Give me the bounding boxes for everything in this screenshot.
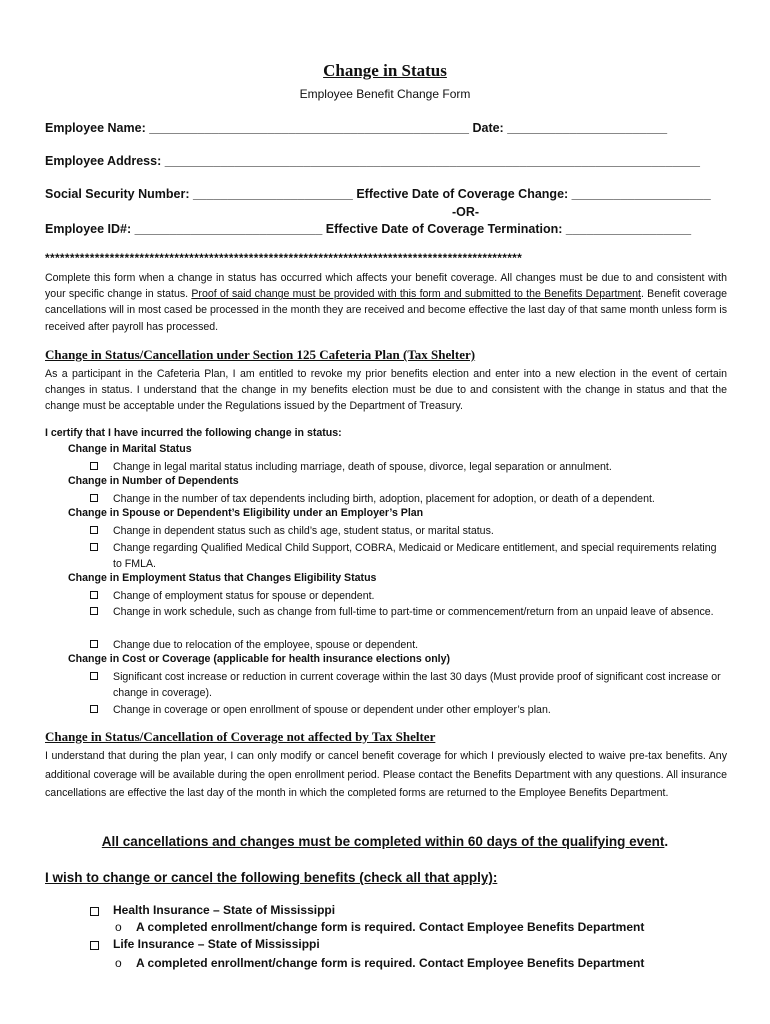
group-number-dependents: Change in Number of Dependents	[68, 475, 239, 487]
health-insurance-checkbox[interactable]	[90, 907, 99, 916]
separator-line: ************************************************************************************************	[45, 251, 523, 265]
employee-name-field[interactable]: Employee Name: ______________________________________________ Date: _______________________	[45, 121, 668, 135]
group-dependent-eligibility: Change in Spouse or Dependent’s Eligibility under an Employer’s Plan	[68, 507, 424, 519]
bullet-icon: o	[115, 920, 122, 934]
form-page: Change in Status Employee Benefit Change Form Employee Name: ______________________________________________ Date: _______________________ Employee Address: _____________________________________________________________________________ Social Security Number: _______________________ Effective Date of Coverage Change: ____________________ -OR- Employee ID#: ___________________________ Effective Date of Coverage Termination: __________________ ************************************************************************************************ Complete this form when a change in status has occurred which affects your benefit coverage. All changes must be due to and consistent with your specific change in status. Proof of said change must be provided with this form and submitted to the Benefits Department. Benefit coverage cancellations will in most cased be processed in the month they are received and become effective the last day of that same month unless form is received after payroll has processed. Change in Status/Cancellation under Section 125 Cafeteria Plan (Tax Shelter) As a participant in the Cafeteria Plan, I am entitled to revoke my prior benefits election and enter into a new election in the event of certain changes in status. I understand that the change in my benefits election must be due to and consistent with the change in status and that the change must be acceptable under the Regulations issued by the Department of Treasury. I certify that I have incurred the following change in status: Change in Marital Status Change in legal marital status including marriage, death of spouse, divorce, legal separation or annulment. Change in Number of Dependents Change in the number of tax dependents including birth, adoption, placement for adoption, or death of a dependent. Change in Spouse or Dependent’s Eligibility under an Employer’s Plan Change in dependent status such as child’s age, student status, or marital status. Change regarding Qualified Medical Child Support, COBRA, Medicaid or Medicare entitlement, and special requirements relating to FMLA. Change in Employment Status that Changes Eligibility Status Change of employment status for spouse or dependent. Change in work schedule, such as change from full-time to part-time or commencement/return from an unpaid leave of absence. Change due to relocation of the employee, spouse or dependent. Change in Cost or Coverage (applicable for health insurance elections only) Significant cost increase or reduction in current coverage within the last 30 days (Must provide proof of significant cost increase or change in coverage). Change in coverage or open enrollment of spouse or dependent under other employer’s plan. Change in Status/Cancellation of Coverage not affected by Tax Shelter I understand that during the plan year, I can only modify or cancel benefit coverage for which I previously elected to waive pre-tax benefits. Any additional coverage will be available during the open enrollment period. Please contact the Benefits Department with any questions. All insurance cancellations are effective the last day of the month in which the completed forms are returned to the Employee Benefits Department. All cancellations and changes must be completed within 60 days of the qualifying event. I wish to change or cancel the following benefits (check all that apply): Health Insurance – State of Mississippi o A completed enrollment/change form is required. Contact Employee Benefits Department Life Insurance – State of Mississippi o A completed enrollment/change form is required. Contact Employee Benefits Department	[0, 0, 770, 1024]
life-insurance-note: A completed enrollment/change form is required. Contact Employee Benefits Department	[136, 956, 645, 970]
section125-heading: Change in Status/Cancellation under Section 125 Cafeteria Plan (Tax Shelter)	[45, 347, 476, 362]
checkbox[interactable]	[90, 705, 98, 713]
checkbox[interactable]	[90, 494, 98, 502]
checkbox[interactable]	[90, 462, 98, 470]
group-cost-coverage: Change in Cost or Coverage (applicable for health insurance elections only)	[68, 653, 451, 665]
or-label: -OR-	[452, 205, 480, 219]
group-employment-status: Change in Employment Status that Changes Eligibility Status	[68, 572, 377, 584]
health-insurance-note: A completed enrollment/change form is required. Contact Employee Benefits Department	[136, 920, 645, 934]
section125-paragraph: As a participant in the Cafeteria Plan, I am entitled to revoke my prior benefits election and enter into a new election in the event of certain changes in status. I understand that the change in my benefits election must be due to and consistent with the change in status and that the change must be acceptable under the Regulations issued by the Department of Treasury.	[45, 368, 727, 413]
intro-text: Complete this form when a change in status has occurred which affects your benefit coverage. All changes must be due to and consistent with your specific change in status.	[45, 272, 727, 301]
checkbox[interactable]	[90, 543, 98, 551]
employee-address-field[interactable]: Employee Address: _____________________________________________________________________________	[45, 154, 701, 168]
certify-label: I certify that I have incurred the following change in status:	[45, 427, 342, 439]
checkbox[interactable]	[90, 640, 98, 648]
checkbox[interactable]	[90, 672, 98, 680]
form-title: Change in Status	[323, 61, 447, 80]
deadline-notice: All cancellations and changes must be completed within 60 days of the qualifying event.	[101, 834, 669, 849]
non-shelter-paragraph: I understand that during the plan year, I can only modify or cancel benefit coverage for which I previously elected to waive pre-tax benefits. Any additional coverage will be available during the open enrollment period. Please contact the Benefits Department with any questions. All insurance cancellations are effective the last day of the month in which the completed forms are returned to the Employee Benefits Department.	[45, 750, 727, 799]
health-insurance-label: Health Insurance – State of Mississippi	[113, 903, 336, 917]
non-shelter-heading: Change in Status/Cancellation of Coverage not affected by Tax Shelter	[45, 729, 436, 744]
intro-text-cont: . Benefit coverage cancellations will in most cased be processed in the month they are received and become effective the last day of that same month unless form is received after payroll has processed.	[45, 288, 727, 333]
form-subtitle: Employee Benefit Change Form	[299, 87, 471, 101]
checkbox[interactable]	[90, 526, 98, 534]
employee-id-field[interactable]: Employee ID#: ___________________________ Effective Date of Coverage Termination: __________________	[45, 222, 692, 236]
group-marital-status: Change in Marital Status	[68, 443, 192, 455]
life-insurance-label: Life Insurance – State of Mississippi	[113, 937, 320, 951]
checkbox[interactable]	[90, 591, 98, 599]
benefits-heading: I wish to change or cancel the following benefits (check all that apply):	[45, 870, 498, 885]
intro-paragraph	[45, 270, 727, 335]
intro-proof-note: Proof of said change must be provided with this form and submitted to the Benefits Department	[191, 288, 641, 301]
ssn-field[interactable]: Social Security Number: _______________________ Effective Date of Coverage Change: ____________________	[45, 187, 711, 201]
bullet-icon: o	[115, 956, 122, 970]
life-insurance-checkbox[interactable]	[90, 941, 99, 950]
checkbox[interactable]	[90, 607, 98, 615]
